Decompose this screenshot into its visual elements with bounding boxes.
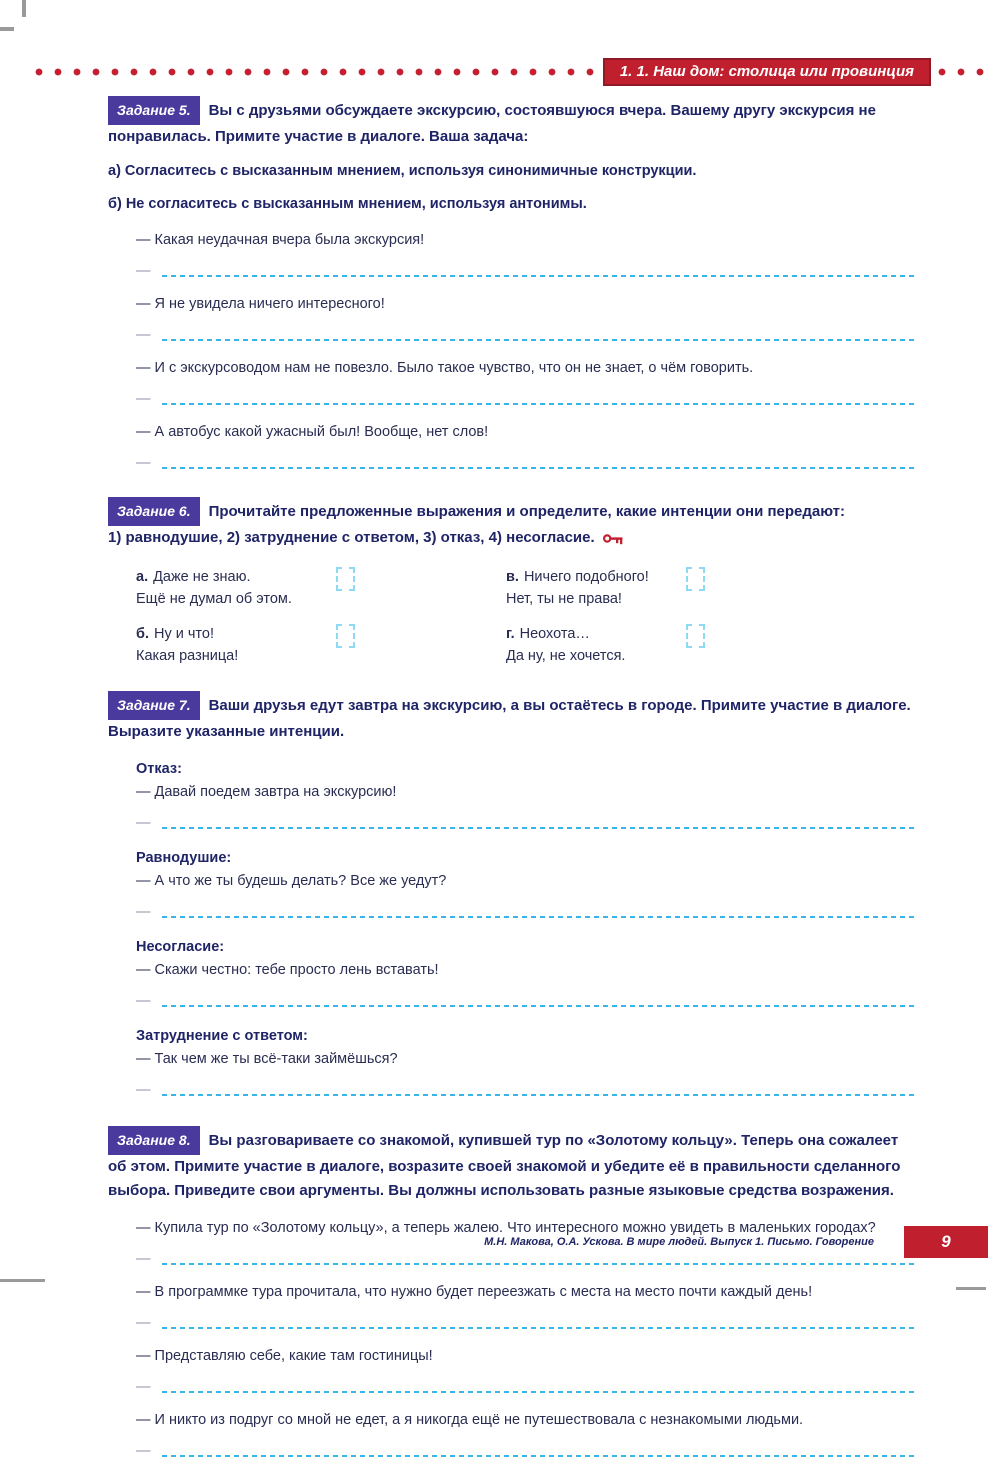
option-line1: Неохота… <box>519 626 590 642</box>
answer-checkbox-a[interactable] <box>336 567 355 591</box>
answer-blank-line[interactable] <box>162 1263 919 1266</box>
task-5-intro <box>108 96 918 149</box>
task-8-intro <box>108 1126 918 1203</box>
answer-blank-line[interactable] <box>162 827 919 830</box>
answer-row <box>136 454 918 471</box>
answer-row <box>136 1378 918 1395</box>
answer-dash: — <box>136 1379 151 1395</box>
task-6-intro-line1: Прочитайте предложенные выражения и определите, какие интенции они передают: <box>208 503 846 520</box>
answer-row <box>136 326 918 343</box>
option-line2: Нет, ты не права! <box>506 591 622 607</box>
answer-blank-line[interactable] <box>162 403 919 406</box>
task-8-intro-text: Вы разговариваете со знакомой, купившей тур по «Золотому кольцу». Теперь она сожалеет об этом. Примите участие в диалоге, возразите своей знакомой и убедите её в правильности сделанного выбора. Приведите свои аргументы. Вы должны использовать разные языковые средства возражения. <box>108 1132 901 1199</box>
answer-dash: — <box>136 263 151 279</box>
task-6-label: Задание 6. <box>108 497 200 526</box>
task-7-intro-text: Ваши друзья едут завтра на экскурсию, а вы остаётесь в городе. Примите участие в диалоге. Выразите указанные интенции. <box>108 697 911 740</box>
answer-dash: — <box>136 904 151 920</box>
chapter-title-banner: 1. 1. Наш дом: столица или провинция <box>603 58 931 86</box>
answer-row <box>136 1442 918 1459</box>
task-7-label: Задание 7. <box>108 691 200 720</box>
answer-row <box>136 262 918 279</box>
key-icon <box>603 532 623 545</box>
answer-blank-line[interactable] <box>162 1391 919 1394</box>
dialog-prompt: — Какая неудачная вчера была экскурсия! <box>136 232 425 248</box>
task-5-item-a: а) Согласитесь с высказанным мнением, используя синонимичные конструкции. <box>108 163 697 179</box>
answer-row <box>136 1314 918 1331</box>
dialog-prompt: — Представляю себе, какие там гостиницы! <box>136 1348 433 1364</box>
answer-checkbox-v[interactable] <box>686 567 705 591</box>
option-v <box>506 566 686 610</box>
answer-blank-line[interactable] <box>162 339 919 342</box>
answer-blank-line[interactable] <box>162 1005 919 1008</box>
option-letter: г. <box>506 626 515 642</box>
crop-mark-bottom-left <box>0 1279 45 1282</box>
answer-dash: — <box>136 1082 151 1098</box>
answer-dash: — <box>136 327 151 343</box>
answer-dash: — <box>136 391 151 407</box>
answer-row <box>136 1081 918 1098</box>
option-letter: б. <box>136 626 149 642</box>
dotted-rule-right <box>938 68 986 76</box>
answer-row <box>136 814 918 831</box>
answer-dash: — <box>136 1443 151 1459</box>
book-reference: М.Н. Макова, О.А. Ускова. В мире людей. Выпуск 1. Письмо. Говорение <box>484 1236 874 1248</box>
crop-mark-bottom-right <box>956 1287 986 1290</box>
page-number-badge: 9 <box>904 1226 988 1258</box>
answer-dash: — <box>136 1315 151 1331</box>
dialog-prompt: — Так чем же ты всё-таки займёшься? <box>136 1051 398 1067</box>
answer-dash: — <box>136 1251 151 1267</box>
option-line2: Какая разница! <box>136 648 239 664</box>
answer-blank-line[interactable] <box>162 467 919 470</box>
dialog-prompt: — И никто из подруг со мной не едет, а я никогда ещё не путешествовала с незнакомыми людьми. <box>136 1412 804 1428</box>
answer-blank-line[interactable] <box>162 275 919 278</box>
dialog-prompt: — В программке тура прочитала, что нужно будет переезжать с места на место почти каждый день! <box>136 1284 813 1300</box>
answer-checkbox-g[interactable] <box>686 624 705 648</box>
intention-title: Затруднение с ответом: <box>136 1028 308 1044</box>
task-6 <box>108 497 918 667</box>
task-6-intro-line2: 1) равнодушие, 2) затруднение с ответом, 3) отказ, 4) несогласие. <box>108 529 595 546</box>
option-a <box>136 566 336 610</box>
option-line1: Даже не знаю. <box>153 569 251 585</box>
intention-title: Равнодушие: <box>136 850 232 866</box>
option-line1: Ну и что! <box>154 626 215 642</box>
dialog-prompt: — И с экскурсоводом нам не повезло. Было такое чувство, что он не знает, о чём говорить. <box>136 360 754 376</box>
answer-dash: — <box>136 993 151 1009</box>
dialog-prompt: — Я не увидела ничего интересного! <box>136 296 385 312</box>
option-line2: Ещё не думал об этом. <box>136 591 292 607</box>
task-5-item-b: б) Не согласитесь с высказанным мнением, используя антонимы. <box>108 196 587 212</box>
dialog-prompt: — А автобус какой ужасный был! Вообще, нет слов! <box>136 424 489 440</box>
task-7 <box>108 691 918 1098</box>
dotted-rule-left <box>35 68 595 76</box>
task-5 <box>108 96 918 471</box>
task-6-intro <box>108 497 918 526</box>
crop-mark-top-left-horizontal <box>0 27 14 31</box>
option-letter: в. <box>506 569 519 585</box>
answer-blank-line[interactable] <box>162 1094 919 1097</box>
task-8 <box>108 1126 918 1459</box>
dialog-prompt: — А что же ты будешь делать? Все же уедут? <box>136 873 447 889</box>
option-letter: а. <box>136 569 149 585</box>
option-b <box>136 623 336 667</box>
answer-blank-line[interactable] <box>162 916 919 919</box>
task-6-options-grid <box>136 566 918 667</box>
answer-blank-line[interactable] <box>162 1327 919 1330</box>
task-7-intro <box>108 691 918 744</box>
crop-mark-top-left-vertical <box>22 0 26 17</box>
task-8-label: Задание 8. <box>108 1126 200 1155</box>
answer-row <box>136 992 918 1009</box>
task-6-intro-line2-row <box>108 526 918 550</box>
dialog-prompt: — Купила тур по «Золотому кольцу», а теперь жалею. Что интересного можно увидеть в маленьких городах? <box>136 1220 876 1236</box>
intention-title: Отказ: <box>136 761 182 777</box>
dialog-prompt: — Скажи честно: тебе просто лень вставать! <box>136 962 439 978</box>
task-5-label: Задание 5. <box>108 96 200 125</box>
option-line2: Да ну, не хочется. <box>506 648 626 664</box>
answer-dash: — <box>136 815 151 831</box>
answer-row <box>136 903 918 920</box>
header-rule <box>35 58 986 86</box>
task-5-intro-text: Вы с друзьями обсуждаете экскурсию, состоявшуюся вчера. Вашему другу экскурсия не понравилась. Примите участие в диалоге. Ваша задача: <box>108 102 876 145</box>
intention-title: Несогласие: <box>136 939 225 955</box>
dialog-prompt: — Давай поедем завтра на экскурсию! <box>136 784 397 800</box>
answer-row <box>136 390 918 407</box>
answer-dash: — <box>136 455 151 471</box>
answer-blank-line[interactable] <box>162 1455 919 1458</box>
option-line1: Ничего подобного! <box>523 569 649 585</box>
page-footer <box>484 1226 988 1258</box>
option-g <box>506 623 686 667</box>
answer-checkbox-b[interactable] <box>336 624 355 648</box>
